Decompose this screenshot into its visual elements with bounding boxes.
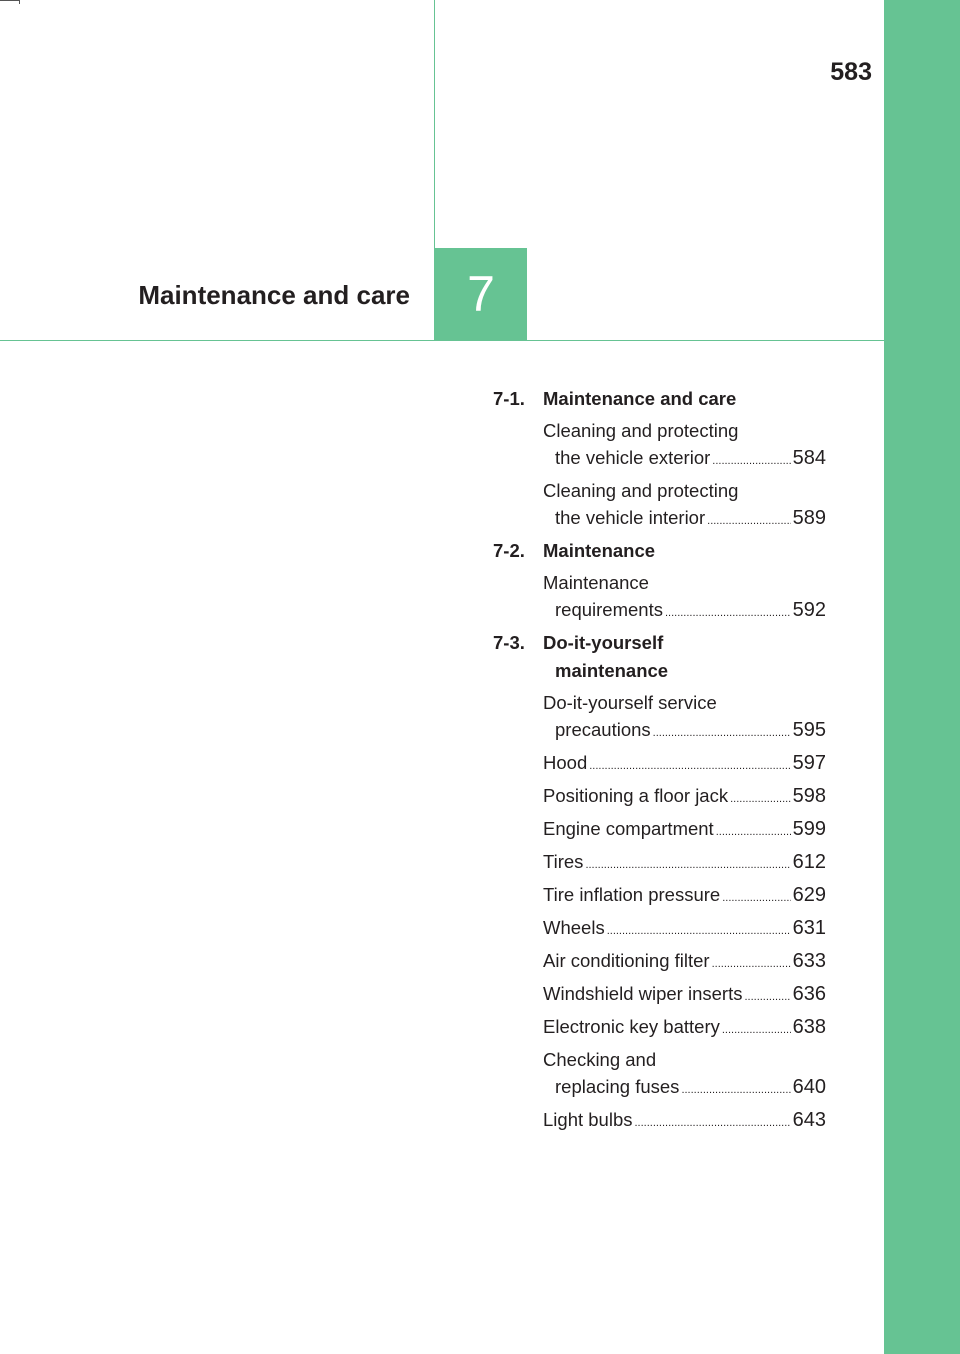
toc-entry-line <box>543 1073 826 1100</box>
toc-entry-page: 584 <box>792 447 826 469</box>
dot-leader <box>589 753 790 780</box>
crop-mark <box>0 0 20 1</box>
dot-leader <box>716 819 791 846</box>
toc-section-number: 7-2. <box>493 540 525 561</box>
toc-entry-title: Cleaning and protecting <box>543 480 739 501</box>
toc-entry[interactable] <box>493 749 826 776</box>
toc-entry-title: Air conditioning filter <box>543 950 710 971</box>
toc-entry-line <box>543 504 826 531</box>
toc-entry-line <box>543 815 826 842</box>
toc-section-title: Do-it-yourself <box>543 632 664 653</box>
page-number: 583 <box>830 58 872 86</box>
toc-entry-line <box>543 1046 826 1073</box>
dot-leader <box>712 951 791 978</box>
toc-entry-line <box>543 1106 826 1133</box>
dot-leader <box>665 600 791 627</box>
toc-entry-page: 631 <box>792 917 826 939</box>
toc-entry-title: the vehicle exterior <box>555 447 711 468</box>
dot-leader <box>681 1077 790 1104</box>
toc-entry[interactable] <box>493 417 826 471</box>
dot-leader <box>585 852 790 879</box>
toc-section-number: 7-1. <box>493 388 525 409</box>
toc-entry-page: 595 <box>792 719 826 741</box>
toc-entry[interactable] <box>493 782 826 809</box>
toc-entry-title: Windshield wiper inserts <box>543 983 743 1004</box>
toc-entry-line <box>543 881 826 908</box>
toc-entry-line <box>543 477 826 504</box>
toc-section-heading <box>493 537 826 565</box>
dot-leader <box>722 885 790 912</box>
dot-leader <box>607 918 791 945</box>
toc-entry-title: Checking and <box>543 1049 657 1070</box>
dot-leader <box>712 448 790 475</box>
toc-entry-line <box>543 569 826 596</box>
toc-entry-page: 592 <box>792 599 826 621</box>
toc-entry-line <box>543 596 826 623</box>
dot-leader <box>653 720 791 747</box>
toc-entry-page: 597 <box>792 752 826 774</box>
toc-entry-title: Electronic key battery <box>543 1016 720 1037</box>
toc-entry[interactable] <box>493 477 826 531</box>
chapter-number: 7 <box>467 266 495 322</box>
toc-entry-page: 612 <box>792 851 826 873</box>
toc-entry[interactable] <box>493 1106 826 1133</box>
toc-entry-page: 633 <box>792 950 826 972</box>
toc-entry-page: 598 <box>792 785 826 807</box>
toc-entry-line <box>543 689 826 716</box>
dot-leader <box>707 508 790 535</box>
dot-leader <box>730 786 791 813</box>
toc-entry-line <box>543 980 826 1007</box>
toc-entry[interactable] <box>493 1013 826 1040</box>
toc-entry-title: requirements <box>555 599 663 620</box>
toc-entry-title: Hood <box>543 752 588 773</box>
toc-entry-page: 643 <box>792 1109 826 1131</box>
toc-section-heading <box>493 385 826 413</box>
toc-entry-line <box>543 947 826 974</box>
toc-entry-line <box>543 417 826 444</box>
toc-entry[interactable] <box>493 1046 826 1100</box>
toc-entry-line <box>543 914 826 941</box>
toc-entry[interactable] <box>493 947 826 974</box>
toc-entry-title: Positioning a floor jack <box>543 785 729 806</box>
chapter-number-box <box>435 248 527 340</box>
toc-section-title: Maintenance <box>543 540 656 561</box>
header-divider <box>0 340 884 341</box>
chapter-title: Maintenance and care <box>138 280 410 310</box>
toc-entry-page: 629 <box>792 884 826 906</box>
toc-entry-title: replacing fuses <box>555 1076 680 1097</box>
toc-entry-title: Tire inflation pressure <box>543 884 721 905</box>
toc-section-heading <box>493 629 826 657</box>
toc-entry-title: Tires <box>543 851 584 872</box>
toc-entry[interactable] <box>493 569 826 623</box>
toc-entry-line <box>543 782 826 809</box>
toc-entry-page: 589 <box>792 507 826 529</box>
toc-entry[interactable] <box>493 815 826 842</box>
toc-entry[interactable] <box>493 980 826 1007</box>
toc-entry-page: 638 <box>792 1016 826 1038</box>
toc-entry-title: Wheels <box>543 917 605 938</box>
toc-entry[interactable] <box>493 848 826 875</box>
dot-leader <box>634 1110 790 1137</box>
toc-entry-line <box>543 444 826 471</box>
toc-entry[interactable] <box>493 881 826 908</box>
table-of-contents <box>493 385 826 1139</box>
toc-entry-title: the vehicle interior <box>555 507 706 528</box>
toc-section-title: Maintenance and care <box>543 388 737 409</box>
toc-entry-line <box>543 749 826 776</box>
toc-entry[interactable] <box>493 689 826 743</box>
toc-entry-title: Engine compartment <box>543 818 714 839</box>
toc-entry-line <box>543 1013 826 1040</box>
toc-entry[interactable] <box>493 914 826 941</box>
toc-entry-title: Light bulbs <box>543 1109 633 1130</box>
toc-section-title-continued: maintenance <box>555 660 669 681</box>
toc-entry-page: 640 <box>792 1076 826 1098</box>
toc-entry-title: precautions <box>555 719 651 740</box>
toc-entry-page: 599 <box>792 818 826 840</box>
toc-entry-title: Cleaning and protecting <box>543 420 739 441</box>
chapter-side-tab <box>884 0 960 1354</box>
toc-entry-title: Do-it-yourself service <box>543 692 717 713</box>
toc-entry-page: 636 <box>792 983 826 1005</box>
dot-leader <box>722 1017 791 1044</box>
dot-leader <box>744 984 790 1011</box>
toc-entry-line <box>543 716 826 743</box>
toc-section-number: 7-3. <box>493 632 525 653</box>
crop-mark <box>19 0 20 4</box>
toc-entry-line <box>543 848 826 875</box>
toc-entry-title: Maintenance <box>543 572 649 593</box>
